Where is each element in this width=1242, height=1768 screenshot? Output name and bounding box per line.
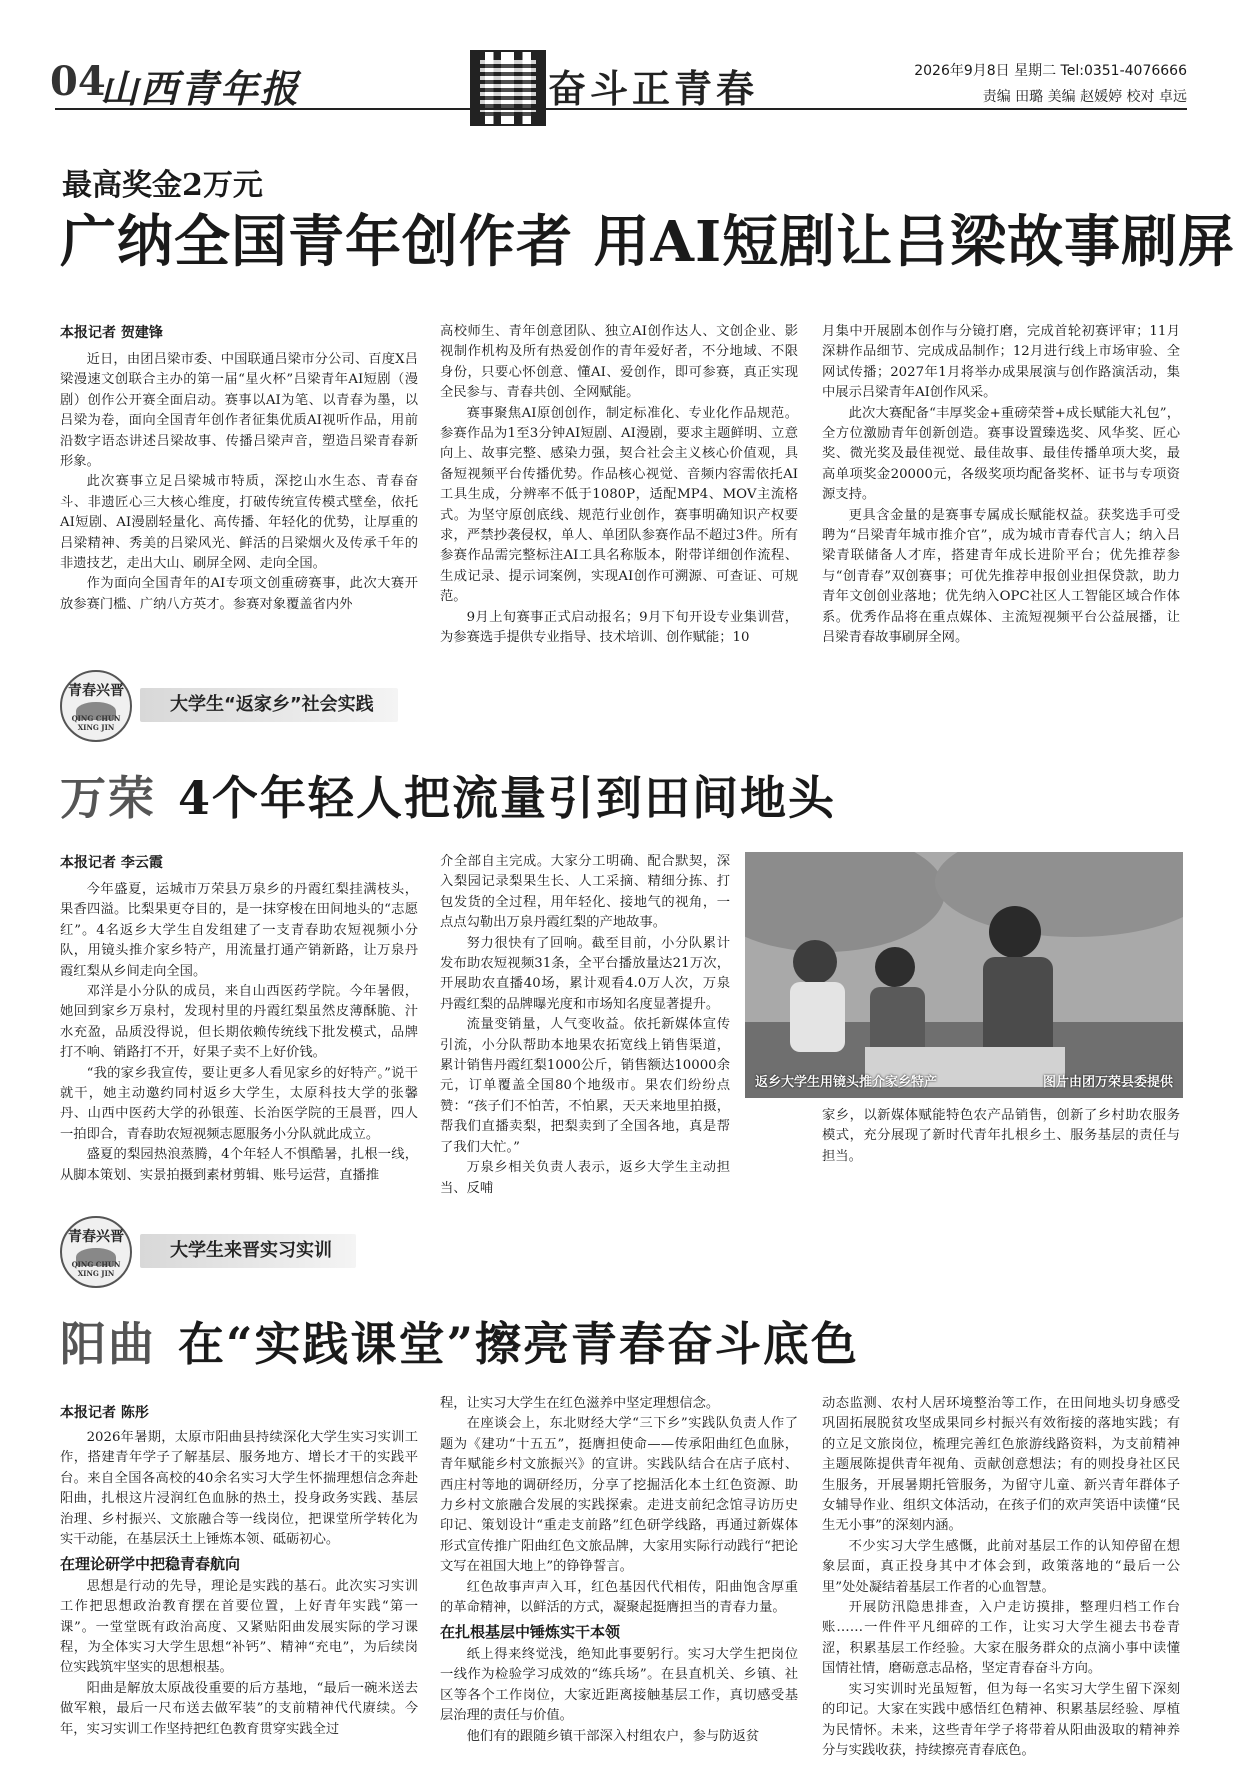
article1-headline: 广纳全国青年创作者 用AI短剧让吕梁故事刷屏 xyxy=(60,209,1236,275)
paragraph: 高校师生、青年创意团队、独立AI创作达人、文创企业、影视制作机构及所有热爱创作的青年爱好者，不分地域、不限身份，只要心怀创意、懂AI、爱创作，即可参赛，真正实现全民参与、青春共创、全网赋能。 xyxy=(440,324,798,401)
paragraph: 赛事聚焦AI原创创作，制定标准化、专业化作品规范。参赛作品为1至3分钟AI短剧、AI漫剧，要求主题鲜明、立意向上、故事完整、感染力强，契合社会主义核心价值观，具备短视频平台传播优势。作品核心视觉、音频内容需依托AI工具生成，分辨率不低于1080P，适配MP4、MOV主流格式。为坚守原创底线、规范行业创作，赛事明确知识产权要求，严禁抄袭侵权，单人、单团队参赛作品不超过3件。所有参赛作品需完整标注AI工具名称版本，附带详细创作流程、生成记录、提示词案例，实现AI创作可溯源、可查证、可规范。 xyxy=(440,405,798,605)
qingchunxingjin-badge-icon: 青春兴晋 QING CHUN XING JIN xyxy=(60,670,132,742)
article3-col3 xyxy=(822,1394,1180,1761)
paragraph: 开展防汛隐患排查，入户走访摸排，整理归档工作台账……一件件平凡细碎的工作，让实习大学生褪去书卷青涩，积累基层工作经验。大家在服务群众的点滴小事中读懂国情社情，磨砺意志品格，坚定青春奋斗方向。 xyxy=(822,1600,1180,1677)
article3-headline-block xyxy=(60,1308,859,1374)
paragraph: 作为面向全国青年的AI专项文创重磅赛事，此次大赛开放参赛门槛、广纳八方英才。参赛对象覆盖省内外 xyxy=(60,576,418,612)
paragraph: 介全部自主完成。大家分工明确、配合默契，深入梨园记录梨果生长、人工采摘、精细分拣、打包发货的全过程，用年轻化、接地气的视角，一点点勾勒出万泉丹霞红梨的产地故事。 xyxy=(440,854,730,931)
paragraph: 不少实习大学生感慨，此前对基层工作的认知停留在想象层面，真正投身其中才体会到，政策落地的“最后一公里”处处凝结着基层工作者的心血智慧。 xyxy=(822,1538,1180,1595)
orchard-photo-illustration xyxy=(745,852,1183,1098)
article2-photo xyxy=(745,852,1183,1098)
paragraph: 红色故事声声入耳，红色基因代代相传，阳曲饱含厚重的革命精神，以鲜活的方式，凝聚起挺膺担当的青春力量。 xyxy=(440,1579,798,1616)
paragraph: 动态监测、农村人居环境整治等工作，在田间地头切身感受巩固拓展脱贫攻坚成果同乡村振兴有效衔接的落地实践；有的立足文旅岗位，梳理完善红色旅游线路资料，为支前精神主题展陈提供青年视角、贡献创意想法；有的则投身社区民生服务，开展暑期托管服务，为留守儿童、新兴青年群体子女辅导作业、组织文体活动，在孩子们的欢声笑语中读懂“民生无小事”的深刻内涵。 xyxy=(822,1396,1180,1534)
paragraph: 阳曲是解放太原战役重要的后方基地，“最后一碗米送去做军粮，最后一尺布送去做军装”的支前精神代代赓续。今年，实习实训工作坚持把红色教育贯穿实践全过 xyxy=(60,1680,418,1737)
article2-byline: 本报记者 李云霞 xyxy=(60,855,163,871)
article3-byline: 本报记者 陈彤 xyxy=(60,1405,149,1421)
article1-col2 xyxy=(440,322,798,649)
photo-credit: 图片由团万荣县委提供 xyxy=(1042,1075,1173,1090)
section-band-2 xyxy=(60,1222,560,1278)
article3-subhead-2: 在扎根基层中锤炼实干本领 xyxy=(440,1623,621,1642)
article3-subhead-1: 在理论研学中把稳青春航向 xyxy=(60,1555,241,1574)
paragraph: 近日，由团吕梁市委、中国联通吕梁市分公司、百度X吕梁漫速文创联合主办的第一届“星火杯”吕梁青年AI短剧（漫剧）创作公开赛全面启动。赛事以AI为笔、以青春为墨，以吕梁为卷，面向全国青年创作者征集优质AI视听作品，用前沿数字语态讲述吕梁故事、传播吕梁声音，塑造吕梁青春新形象。 xyxy=(60,352,418,470)
paragraph: 他们有的跟随乡镇干部深入村组农户，参与防返贫 xyxy=(466,1728,760,1744)
article1-byline: 本报记者 贺建锋 xyxy=(60,325,163,341)
paragraph: 邓洋是小分队的成员，来自山西医药学院。今年暑假，她回到家乡万泉村，发现村里的丹霞红梨虽然皮薄酥脆、汁水充盈，品质没得说，但长期依赖传统线下批发模式，品牌打不响、销路打不开，好果子卖不上好价钱。 xyxy=(60,984,418,1061)
section-band-1 xyxy=(60,676,560,732)
article3-place: 阳曲 xyxy=(60,1317,156,1371)
masthead-logo: 山西青年报 xyxy=(100,66,301,111)
paragraph: “我的家乡我宣传，要让更多人看见家乡的好特产。”说干就干，她主动邀约同村返乡大学生，太原科技大学的张馨丹、山西中医药大学的孙银莲、长治医学院的王晨晋，四人一拍即合，青春助农短视频志愿服务小分队就此成立。 xyxy=(60,1065,418,1142)
band-label: 大学生“返家乡”社会实践 xyxy=(140,688,398,722)
paragraph: 更具含金量的是赛事专属成长赋能权益。获奖选手可受聘为“吕梁青年城市推介官”，成为城市青春代言人；纳入吕梁青联储备人才库，搭建青年成长进阶平台；优先推荐参与“创青春”双创赛事；可优先推荐申报创业担保贷款，助力青年文创创业落地；优先纳入OPC社区人工智能区域合作体系。优秀作品将在重点媒体、主流短视频平台公益展播，让吕梁青春故事刷屏全网。 xyxy=(822,507,1180,646)
article1-kicker: 最高奖金2万元 xyxy=(62,168,263,203)
article3-col2 xyxy=(440,1394,798,1747)
article1-col3 xyxy=(822,322,1180,649)
paragraph: 此次大赛配备“丰厚奖金+重磅荣誉+成长赋能大礼包”，全方位激励青年创新创造。赛事设置臻选奖、风华奖、匠心奖、微光奖及最佳视觉、最佳故事、最佳传播单项大奖，最高单项奖金20000元，各级奖项均配备奖杯、证书与专项资源支持。 xyxy=(822,405,1180,503)
article2-col3 xyxy=(822,1106,1180,1167)
section-title: 奋斗正青春 xyxy=(548,66,759,111)
article2-place: 万荣 xyxy=(60,771,156,825)
qr-code-icon xyxy=(470,50,546,126)
paragraph: 盛夏的梨园热浪蒸腾，4个年轻人不惧酷暑，扎根一线，从脚本策划、实景拍摄到素材剪辑、账号运营，直播推 xyxy=(60,1147,418,1183)
paragraph: 实习实训时光虽短暂，但为每一名实习大学生留下深刻的印记。大家在实践中感悟红色精神、积累基层经验、厚植为民情怀。未来，这些青年学子将带着从阳曲汲取的精神养分与实践收获，持续擦亮青春底色。 xyxy=(822,1681,1180,1758)
paragraph: 流量变销量，人气变收益。依托新媒体宣传引流，小分队帮助本地果农拓宽线上销售渠道，累计销售丹霞红梨1000公斤，销售额达10000余元，订单覆盖全国80个地级市。果农们纷纷点赞：“孩子们不怕苦，不怕累，天天来地里拍摄，帮我们直播卖梨，把梨卖到了全国各地，真是帮了我们大忙。” xyxy=(440,1017,730,1155)
paragraph: 今年盛夏，运城市万荣县万泉乡的丹霞红梨挂满枝头，果香四溢。比梨果更夺目的，是一抹穿梭在田间地头的“志愿红”。4名返乡大学生自发组建了一支青春助农短视频小分队，用镜头推介家乡特产，用流量打通产销新路，让万泉丹霞红梨从乡间走向全国。 xyxy=(60,882,418,979)
dateline: 2026年9月8日 星期二 Tel:0351-4076666 xyxy=(914,63,1187,79)
paragraph: 程，让实习大学生在红色滋养中坚定理想信念。 xyxy=(440,1396,720,1411)
paragraph: 此次赛事立足吕梁城市特质，深挖山水生态、青春奋斗、非遗匠心三大核心维度，打破传统宣传模式壁垒，依托AI短剧、AI漫剧轻量化、高传播、年轻化的优势，让厚重的吕梁精神、秀美的吕梁风光、鲜活的吕梁烟火及传承千年的非遗技艺，走出大山、刷屏全网、走向全国。 xyxy=(60,474,418,572)
paragraph: 万泉乡相关负责人表示，返乡大学生主动担当、反哺 xyxy=(440,1160,730,1196)
article3-headline: 在“实践课堂”擦亮青春奋斗底色 xyxy=(178,1317,859,1371)
article2-col2 xyxy=(440,852,730,1199)
paragraph: 9月上旬赛事正式启动报名；9月下旬开设专业集训营，为参赛选手提供专业指导、技术培训、创作赋能；10 xyxy=(440,609,798,646)
paragraph: 在座谈会上，东北财经大学“三下乡”实践队负责人作了题为《建功“十五五”，挺膺担使命——传承阳曲红色血脉，青年赋能乡村文旅振兴》的宣讲。实践队结合在店子底村、西庄村等地的调研经历，分享了挖掘活化本土红色资源、助力乡村文旅融合发展的实践探索。走进支前纪念馆寻访历史印记、策划设计“重走支前路”红色研学线路，再通过新媒体形式宣传推广阳曲红色文旅品牌，大家用实际行动践行“把论文写在祖国大地上”的铮铮誓言。 xyxy=(440,1416,798,1575)
paragraph: 努力很快有了回响。截至目前，小分队累计发布助农短视频31条，全平台播放量达21万次，开展助农直播40场，累计观看4.0万人次，万泉丹霞红梨的品牌曝光度和市场知名度显著提升。 xyxy=(440,935,730,1012)
editor-credits: 责编 田璐 美编 赵媛婷 校对 卓远 xyxy=(982,89,1187,105)
header-divider xyxy=(55,108,1187,110)
qingchunxingjin-badge-icon: 青春兴晋 QING CHUN XING JIN xyxy=(60,1216,132,1288)
article2-headline: 4个年轻人把流量引到田间地头 xyxy=(178,771,837,825)
article1-col1 xyxy=(60,350,418,615)
page-number: 04 xyxy=(50,58,106,105)
paragraph: 家乡，以新媒体赋能特色农产品销售，创新了乡村助农服务模式，充分展现了新时代青年扎根乡土、服务基层的责任与担当。 xyxy=(822,1108,1180,1164)
band-label: 大学生来晋实习实训 xyxy=(140,1234,356,1268)
paragraph: 思想是行动的先导，理论是实践的基石。此次实习实训工作把思想政治教育摆在首要位置，上好青年实践“第一课”。一堂堂既有政治高度、又紧贴阳曲发展实际的学习课程，为全体实习大学生思想“补钙”、精神“充电”，为后续岗位实践筑牢坚实的思想根基。 xyxy=(60,1578,418,1676)
article3-col1 xyxy=(60,1428,418,1740)
paragraph: 纸上得来终觉浅，绝知此事要躬行。实习大学生把岗位一线作为检验学习成效的“练兵场”。在县直机关、乡镇、社区等各个工作岗位，大家近距离接触基层工作，真切感受基层治理的责任与价值。 xyxy=(440,1646,798,1724)
photo-caption: 返乡大学生用镜头推介家乡特产 xyxy=(755,1075,938,1090)
article2-col1 xyxy=(60,880,418,1186)
paragraph: 2026年暑期，太原市阳曲县持续深化大学生实习实训工作，搭建青年学子了解基层、服务地方、增长才干的实践平台。来自全国各高校的40余名实习大学生怀揣理想信念奔赴阳曲，扎根这片浸润红色血脉的热土，投身政务实践、基层治理、乡村振兴、文旅融合等一线岗位，把课堂所学转化为实干动能，在基层沃土上锤炼本领、砥砺初心。 xyxy=(60,1430,418,1548)
article2-headline-block xyxy=(60,762,836,828)
paragraph: 月集中开展剧本创作与分镜打磨，完成首轮初赛评审；11月深耕作品细节、完成成品制作；12月进行线上市场审验、全网试传播；2027年1月将举办成果展演与创作路演活动，集中展示吕梁青年AI创作风采。 xyxy=(822,324,1180,401)
